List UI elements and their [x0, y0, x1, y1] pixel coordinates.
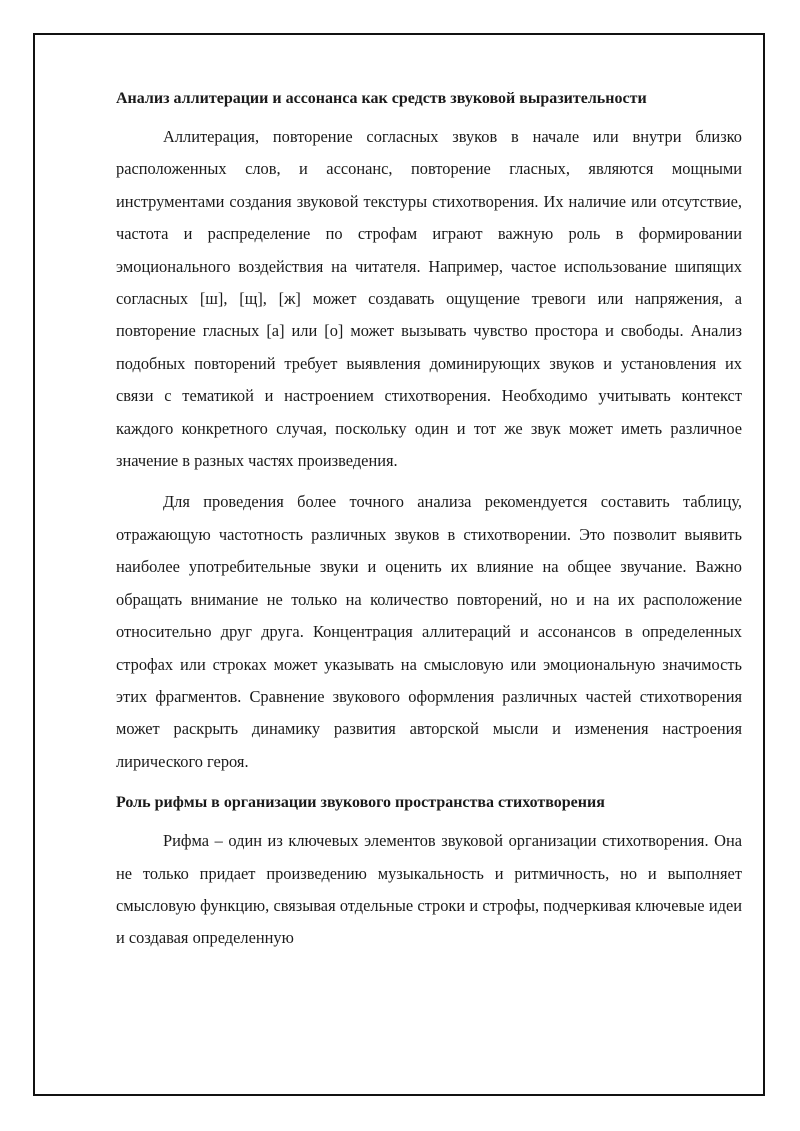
section-heading-rhyme: Роль рифмы в организации звукового пространства стихотворения [116, 794, 605, 812]
paragraph: Рифма – один из ключевых элементов звуковой организации стихотворения. Она не только придает произведению музыкальность и ритмичность, но и выполняет смысловую функцию, связывая отдельные строки и строфы, подчеркивая ключевые идеи и создавая определенную [116, 831, 742, 948]
section-heading-alliteration: Анализ аллитерации и ассонанса как средств звуковой выразительности [116, 90, 647, 107]
paragraph: Аллитерация, повторение согласных звуков в начале или внутри близко расположенных слов, и ассонанс, повторение гласных, являются мощными инструментами создания звуковой текстуры стихотворения. Их наличие или отсутствие, частота и распределение по строфам играют важную роль в формировании эмоционального воздействия на читателя. Например, частое использование шипящих согласных [ш], [щ], [ж] может создавать ощущение тревоги или напряжения, а повторение гласных [а] или [о] может вызывать чувство простора и свободы. Анализ подобных повторений требует выявления доминирующих звуков и установления их связи с тематикой и настроением стихотворения. Необходимо учитывать контекст каждого конкретного случая, поскольку один и тот же звук может иметь различное значение в разных частях произведения. [116, 127, 742, 471]
document-body [116, 86, 742, 955]
paragraph: Для проведения более точного анализа рекомендуется составить таблицу, отражающую частотность различных звуков в стихотворении. Это позволит выявить наиболее употребительные звуки и оценить их влияние на общее звучание. Важно обращать внимание не только на количество повторений, но и на их расположение относительно друг друга. Концентрация аллитераций и ассонансов в определенных строфах или строках может указывать на смысловую или эмоциональную значимость этих фрагментов. Сравнение звукового оформления различных частей стихотворения может раскрыть динамику развития авторской мысли и изменения настроения лирического героя. [116, 492, 742, 771]
